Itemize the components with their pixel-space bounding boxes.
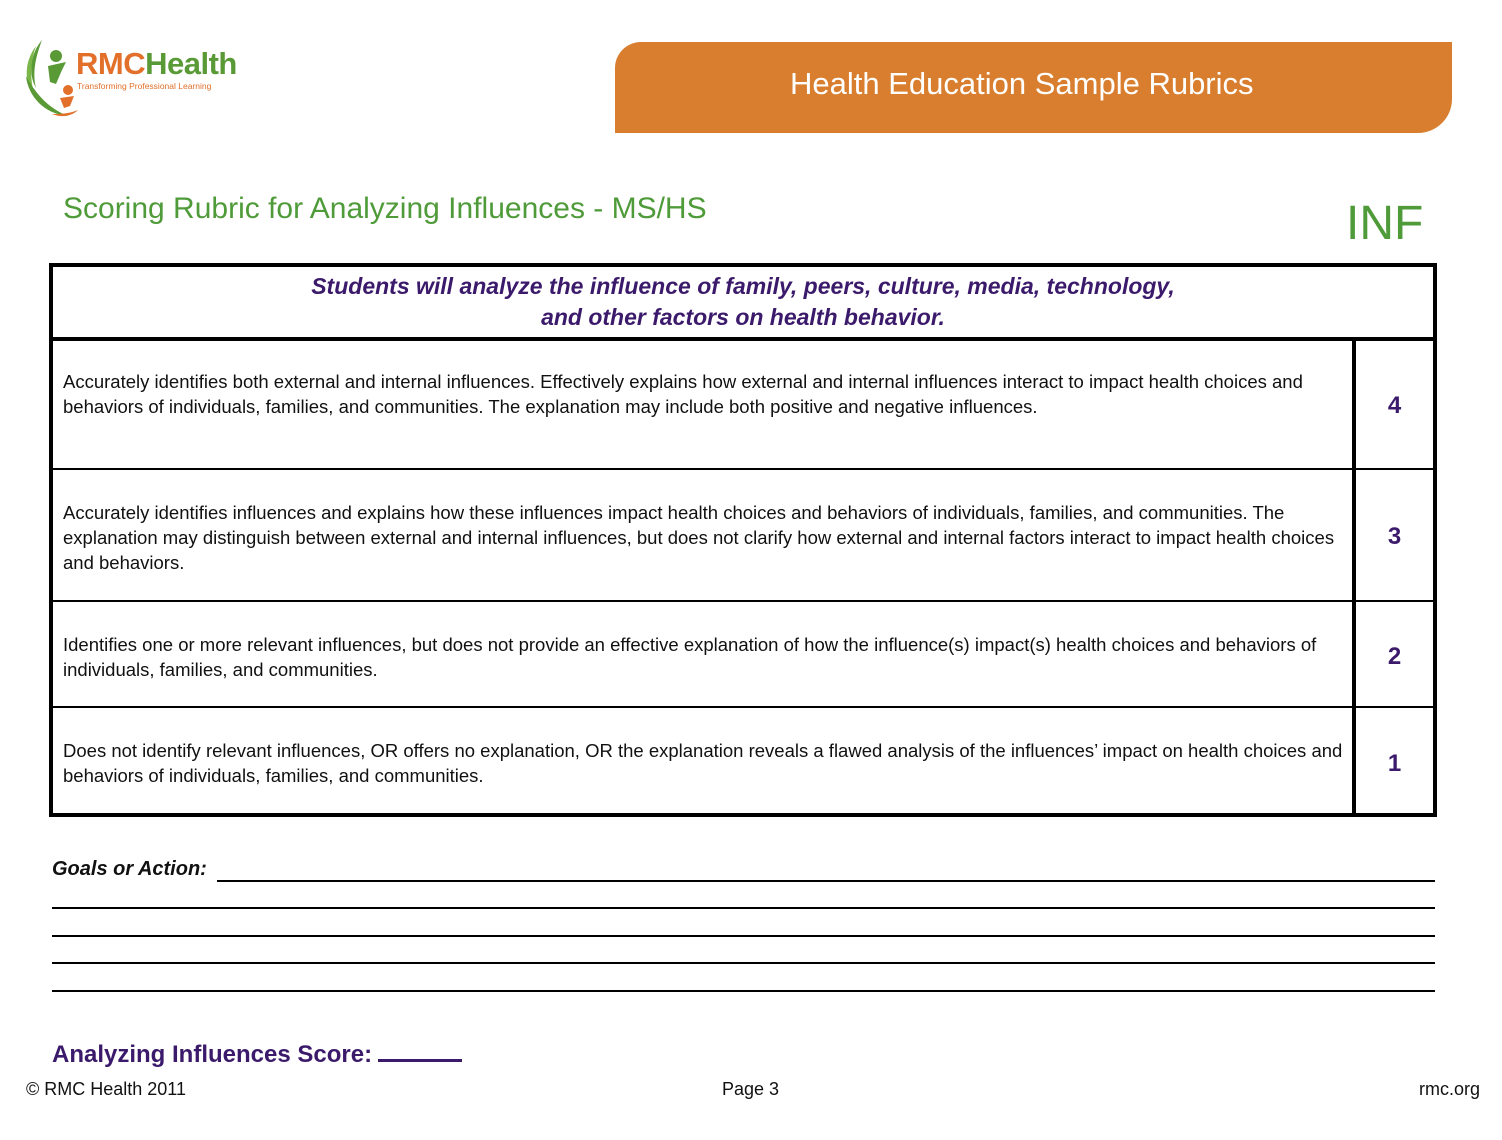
score-field [52,1035,462,1069]
footer-site: rmc.org [1418,1079,1480,1099]
rubric-row-2-description: Identifies one or more relevant influences, but does not provide an effective explanation of how the influence(s) impact(s) health choices and behaviors of individuals, families, and communities. [63,634,1317,680]
page-title: Scoring Rubric for Analyzing Influences - MS/HS [63,192,707,225]
header-banner [615,42,1452,133]
goals-label: Goals or Action: [52,858,207,880]
standard-line-2: and other factors on health behavior. [541,304,945,330]
rubric-standard [53,267,1433,341]
rubric-row-4-score: 4 [1387,392,1402,419]
rubric-code: INF [1346,197,1424,250]
rubric-table [49,263,1437,817]
rubric-row-2-score: 2 [1387,643,1402,670]
rubric-row-4-description: Accurately identifies both external and internal influences. Effectively explains how external and internal influences interact to impact health choices and behaviors of individuals, families, and communities. The explanation may include both positive and negative influences. [63,371,1303,417]
row-divider [53,706,1433,708]
standard-line-1: Students will analyze the influence of family, peers, culture, media, technology, [311,273,1175,299]
row-divider [53,468,1433,470]
score-label: Analyzing Influences Score: [52,1041,373,1068]
row-divider [53,600,1433,602]
logo-wordmark: RMCHealth [76,46,237,81]
logo-tagline: Transforming Professional Learning [77,81,212,91]
rmc-health-logo [22,36,262,120]
rubric-row-1-description: Does not identify relevant influences, OR offers no explanation, OR the explanation reveals a flawed analysis of the influences’ impact on health choices and behaviors of individuals, families, and communities. [63,740,1343,786]
rubric-row-3-score: 3 [1387,523,1402,550]
score-blank[interactable] [378,1035,462,1062]
goals-line[interactable] [217,880,1435,882]
goals-line[interactable] [52,907,1435,909]
rubric-row-3-description: Accurately identifies influences and explains how these influences impact health choices and behaviors of individuals, families, and communities. The explanation may distinguish between external and internal influences, but does not clarify how external and internal factors interact to impact health choices and behaviors. [63,502,1335,573]
rubric-row-1-score: 1 [1387,750,1402,777]
goals-line[interactable] [52,962,1435,964]
goals-line[interactable] [52,935,1435,937]
leaf-figure-icon [22,36,78,120]
footer-page-number: Page 3 [722,1079,780,1099]
goals-line[interactable] [52,990,1435,992]
footer-copyright: © RMC Health 2011 [26,1079,186,1099]
banner-title: Health Education Sample Rubrics [790,66,1254,101]
